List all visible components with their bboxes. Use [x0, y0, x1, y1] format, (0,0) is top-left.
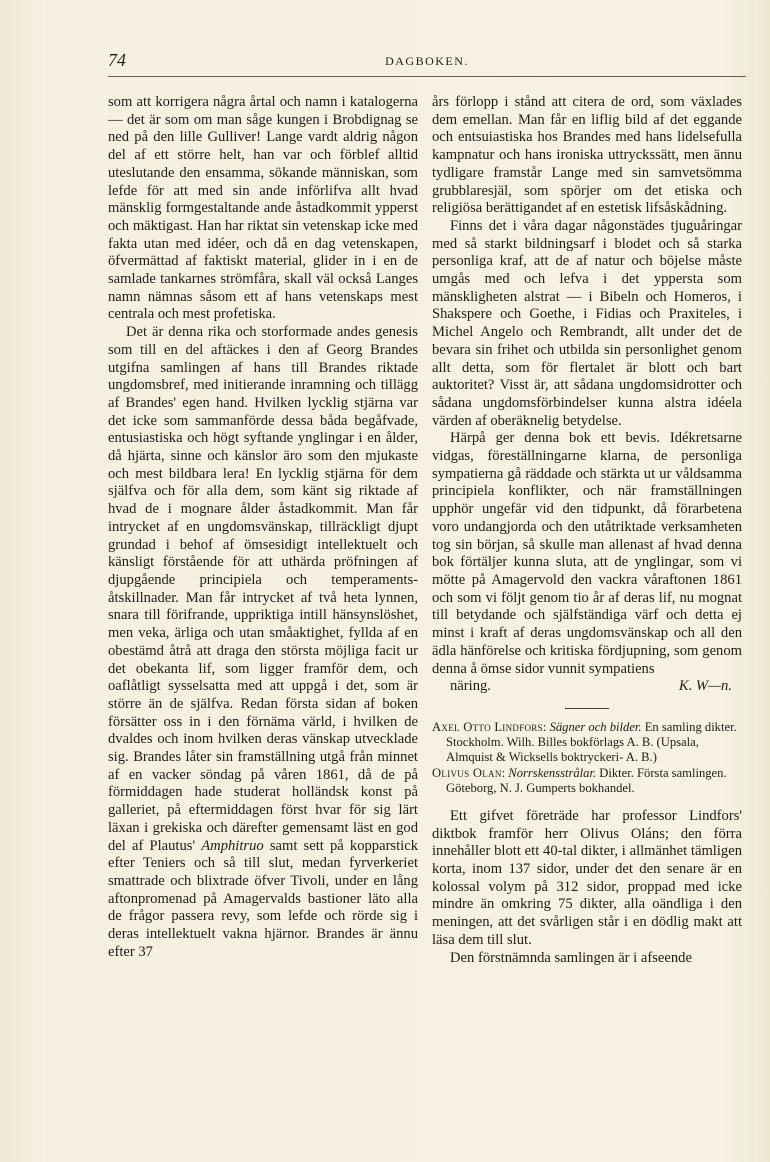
reference-title: Norrskensstrålar. [508, 765, 597, 780]
paragraph-text: samt sett på kopparstick efter Teniers och så till slut, medan fyrverkeriet smattrade och blixtrade öfver Tivoli, under en lång aftonpromenad på Amagervalds bastioner läto alla de frågor passera revy, som lefde och rörde sig i deras intellektuelt vakna hjärnor. Brandes är ännu efter 37 [108, 837, 418, 960]
last-word: näring. [450, 678, 491, 695]
reference-details: En samling dikter. Stockholm. Wilh. Billes bokförlags A. B. (Upsala, Almquist & Wicksells boktryckeri- A. B.) [446, 719, 737, 764]
paragraph: års förlopp i stånd att citera de ord, som växlades dem emellan. Man får en liflig bild af det eggande och entsuiastiska hos Brandes med hans lidelsefulla kampnatur och hans ironiska uttryckssätt, men ännu tydligare framstår Lange med sin samvetsömma grubblaresjäl, som spörjer om det etiska och religiösa berättigandet af en estetisk lifsåskådning. [432, 94, 742, 217]
signature-line [432, 678, 742, 696]
section-divider [565, 708, 609, 709]
reference-lindfors: Axel Otto Lindfors: Sägner och bilder. En samling dikter. Stockholm. Wilh. Billes bokförlags A. B. (Upsala, Almquist & Wicksells boktryckeri- A. B.) [432, 719, 737, 764]
paragraph: som att korrigera några årtal och namn i katalogerna — det är som om man såge kungen i Brobdignag se ned på den lille Gulliver! Lange vardt aldrig någon del af ett större helt, han var och förblef alltid uteslutande den ensamma, sökande människan, som lefde för att med sin ande införlifva allt hvad mänsklig formgestaltande ande åstadkommit ypperst och mäktigast. Han har riktat sin vetenskap icke med fakta utan med idéer, och då en dag vetenskapen, öfvermättad af faktiskt material, glider in i en de samlade tankarnes strömfåra, skall väl också Langes namn nämnas såsom ett af hans vetenskaps mest centrala och mest profetiska. [108, 94, 418, 323]
bibliographic-references [432, 720, 742, 796]
reference-author: Olivus Olan [432, 765, 502, 780]
paragraph: Härpå ger denna bok ett bevis. Idékretsarne vidgas, föreställningarne klarna, de personliga sympatierna gå räddade och stärkta ut ur våldsamma principiela konflikter, och när framställningen upphör ungefär vid den tidpunkt, då förarbetena voro undangjorda och den utåtriktade verksamheten tog sin början, så skulle man allenast af hvad denna bok förtäljer kunna sluta, att de ynglingar, som vi mötte på Amagervold den vackra våraftonen 1861 och som vi följt genom tio år af deras lif, nu mognat till betydande och själfständiga värf och detta ej minst i kraft af deras ungdomsvänskap och all den ädla hänförelse och kritiska fördjupning, som genom denna å ömse sidor vunnit sympatiens [432, 430, 742, 677]
paragraph: Ett gifvet företräde har professor Lindfors' diktbok framför herr Olivus Oláns; den förra innehåller blott ett 40-tal dikter, i allmänhet tämligen korta, inom 137 sidor, under det den senare är en kolossal volym på 312 sidor, proppad med icke mindre än omkring 75 dikter, alla oändliga i den meningen, att det svårligen står i en dödlig makt att läsa dem till slut. [432, 807, 742, 948]
play-title: Amphitruo [201, 837, 264, 854]
reference-olan: Olivus Olan: Norrskensstrålar. Dikter. Första samlingen. Göteborg, N. J. Gumperts bokhandel. [432, 765, 727, 795]
running-title: DAGBOKEN. [385, 54, 469, 68]
paragraph: Finns det i våra dagar någonstädes tjuguåringar med så starkt bildningsarf i blodet och så starka personliga kraf, att de af natur och böjelse måste umgås med och lefva i det yppersta som mänskligheten alstrat — i Bibeln och Homeros, i Shakspere och Goethe, i Fidias och Praxiteles, i Michel Angelo och Rembrandt, allt under det de bevara sin frihet och utbilda sin personlighet genom allt detta, som för flertalet är blott och bart auktoritet? Visst är, att sådana ungdomsidrotter och sådana ungdomsförbindelser kunna alstra idéela värden af oberäknelig betydelse. [432, 217, 742, 429]
paragraph [108, 324, 418, 961]
review-signature: K. W—n. [678, 678, 732, 695]
paragraph: Den förstnämnda samlingen är i afseende [450, 949, 692, 966]
page-number: 74 [108, 50, 126, 70]
reference-details: Dikter. Första samlingen. Göteborg, N. J. Gumperts bokhandel. [446, 765, 727, 795]
paragraph-text: Det är denna rika och storformade andes genesis som till en del aftäckes i den af Georg Brandes utgifna samlingen af hans till Brandes riktade ungdomsbref, med initierande inramning och tillägg af Brandes' egen hand. Hvilken lycklig stjärna var det icke som sammanförde dessa båda begåfvade, entusiastiska och högt syftande ynglingar i en ålder, då hjärta, sinne och känslor äro som den mjukaste och mest bildbara lera! En lycklig stjärna för dem själfva och för alla dem, som känt sig riktade af hvad de i mognare ålder åstadkommit. Man får intrycket af en ungdomsvänskap, tillräckligt djupt grundad i behof af ömsesidigt intellektuelt och känsligt förstående för att uthärda pröfningen af djupgående principiela och temperaments-åtskillnader. Man får intrycket af två heta lynnen, snara till förifrande, uppriktiga intill hänsynslöshet, men veka, ärliga och utan småaktighet, fyllda af en obestämd åtrå att draga den största möjliga facit ur det obekanta lif, som ligger framför dem, och oaflåtligt sysselsatta med att uppgå i det, som är större än de själfva. Redan första sidan af boken försätter oss in i den förnäma värld, i hvilken de dvaldes och inom hvilken deras vänskap utvecklade sig. Brandes låter sin framställning utgå från minnet af en vacker söndag på våren 1861, då de på förmiddagen hade studerat holländsk konst på galleriet, på eftermiddagen först hvar för sig lärt läxan i grekiska och därefter gemensamt läst en god del af Plautus' [108, 324, 418, 854]
page-header [108, 50, 746, 77]
right-column [432, 94, 742, 967]
reference-author: Axel Otto Lindfors [432, 719, 543, 734]
left-column [108, 94, 418, 961]
reference-title: Sägner och bilder. [549, 719, 642, 734]
